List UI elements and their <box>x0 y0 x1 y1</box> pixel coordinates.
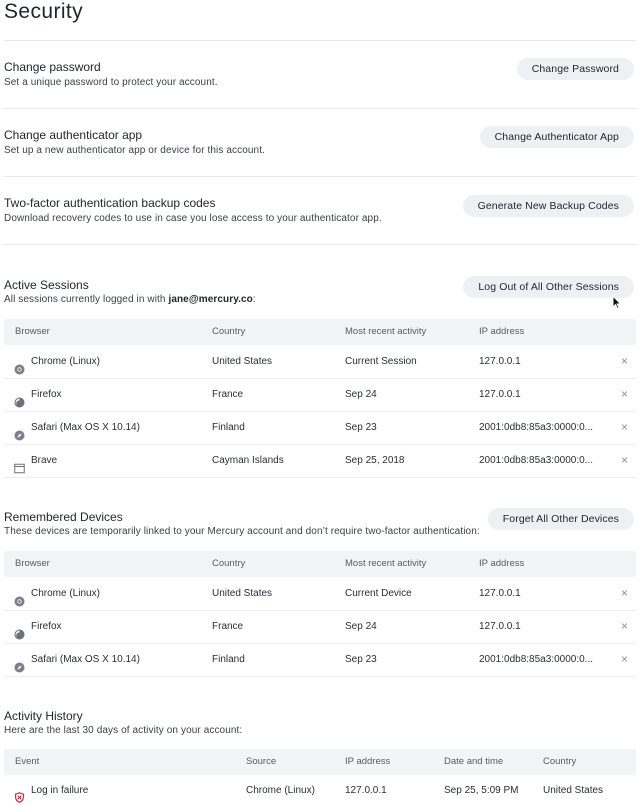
column-header-datetime: Date and time <box>444 756 504 767</box>
chrome-icon <box>14 588 25 599</box>
change-authenticator-button[interactable]: Change Authenticator App <box>480 126 634 148</box>
close-icon[interactable]: × <box>620 387 628 401</box>
remembered-devices-desc: These devices are temporarily linked to your Mercury account and don’t require two-factor authentication: <box>4 526 480 537</box>
history-row <box>4 775 636 804</box>
last-activity: Sep 24 <box>345 621 377 632</box>
country: United States <box>212 356 273 367</box>
active-sessions-title: Active Sessions <box>4 278 89 292</box>
safari-icon <box>14 654 25 665</box>
divider <box>4 244 636 245</box>
ip-address: 2001:0db8:85a3:0000:0... <box>479 654 593 665</box>
country: France <box>212 621 244 632</box>
last-activity: Current Session <box>345 356 417 367</box>
backup-codes-desc: Download recovery codes to use in case you lose access to your authenticator app. <box>4 213 382 224</box>
generate-backup-codes-button[interactable]: Generate New Backup Codes <box>463 195 634 217</box>
ip-address: 127.0.0.1 <box>345 785 387 796</box>
safari-icon <box>14 422 25 433</box>
country: France <box>212 389 244 400</box>
close-icon[interactable]: × <box>620 453 628 467</box>
activity-history-desc: Here are the last 30 days of activity on your account: <box>4 725 243 736</box>
browser-name: Brave <box>31 455 58 466</box>
event-datetime: Sep 25, 5:09 PM <box>444 785 519 796</box>
account-email: jane@mercury.co <box>168 294 253 305</box>
device-row <box>4 577 636 611</box>
active-sessions-desc: All sessions currently logged in with jane@mercury.co: <box>4 294 256 305</box>
session-row <box>4 411 636 445</box>
column-header-activity: Most recent activity <box>345 558 427 569</box>
history-table-header <box>4 749 636 775</box>
close-icon[interactable]: × <box>620 420 628 434</box>
column-header-ip: IP address <box>479 558 525 569</box>
firefox-icon <box>14 389 25 400</box>
browser-name: Firefox <box>31 621 62 632</box>
change-password-desc: Set a unique password to protect your account. <box>4 77 218 88</box>
session-row <box>4 378 636 412</box>
column-header-country: Country <box>212 326 246 337</box>
title-divider <box>4 40 636 41</box>
sessions-table-header <box>4 319 636 345</box>
page-title: Security <box>4 0 84 23</box>
browser-name: Safari (Max OS X 10.14) <box>31 654 140 665</box>
device-row <box>4 610 636 644</box>
country: United States <box>543 785 604 796</box>
ip-address: 127.0.0.1 <box>479 389 521 400</box>
mouse-cursor-icon <box>612 295 622 315</box>
country: Finland <box>212 654 245 665</box>
chrome-icon <box>14 356 25 367</box>
column-header-event: Event <box>15 756 40 767</box>
column-header-country: Country <box>212 558 246 569</box>
close-icon[interactable]: × <box>620 354 628 368</box>
change-password-button[interactable]: Change Password <box>517 58 634 80</box>
forget-other-devices-button[interactable]: Forget All Other Devices <box>488 508 634 530</box>
divider <box>4 108 636 109</box>
country: Finland <box>212 422 245 433</box>
column-header-ip: IP address <box>345 756 391 767</box>
activity-history-title: Activity History <box>4 709 83 723</box>
browser-window-icon <box>14 455 25 466</box>
ip-address: 2001:0db8:85a3:0000:0... <box>479 455 593 466</box>
browser-name: Chrome (Linux) <box>31 356 100 367</box>
firefox-icon <box>14 621 25 632</box>
event-name: Log in failure <box>31 785 89 796</box>
change-authenticator-desc: Set up a new authenticator app or device for this account. <box>4 145 265 156</box>
browser-name: Firefox <box>31 389 62 400</box>
column-header-source: Source <box>246 756 277 767</box>
country: Cayman Islands <box>212 455 284 466</box>
close-icon[interactable]: × <box>620 652 628 666</box>
session-row <box>4 345 636 379</box>
browser-name: Chrome (Linux) <box>31 588 100 599</box>
session-row <box>4 444 636 478</box>
last-activity: Sep 23 <box>345 422 377 433</box>
change-password-title: Change password <box>4 60 101 74</box>
device-row <box>4 643 636 677</box>
backup-codes-title: Two-factor authentication backup codes <box>4 196 216 210</box>
shield-alert-icon <box>14 785 25 796</box>
column-header-browser: Browser <box>15 558 50 569</box>
column-header-activity: Most recent activity <box>345 326 427 337</box>
change-authenticator-title: Change authenticator app <box>4 128 143 142</box>
remembered-devices-title: Remembered Devices <box>4 510 123 524</box>
last-activity: Sep 23 <box>345 654 377 665</box>
close-icon[interactable]: × <box>620 586 628 600</box>
country: United States <box>212 588 273 599</box>
column-header-browser: Browser <box>15 326 50 337</box>
last-activity: Current Device <box>345 588 412 599</box>
close-icon[interactable]: × <box>620 619 628 633</box>
last-activity: Sep 24 <box>345 389 377 400</box>
event-source: Chrome (Linux) <box>246 785 315 796</box>
column-header-ip: IP address <box>479 326 525 337</box>
ip-address: 127.0.0.1 <box>479 356 521 367</box>
ip-address: 127.0.0.1 <box>479 621 521 632</box>
last-activity: Sep 25, 2018 <box>345 455 405 466</box>
log-out-other-sessions-button[interactable]: Log Out of All Other Sessions <box>463 276 634 298</box>
ip-address: 127.0.0.1 <box>479 588 521 599</box>
browser-name: Safari (Max OS X 10.14) <box>31 422 140 433</box>
column-header-country: Country <box>543 756 577 767</box>
devices-table-header <box>4 551 636 577</box>
ip-address: 2001:0db8:85a3:0000:0... <box>479 422 593 433</box>
divider <box>4 176 636 177</box>
